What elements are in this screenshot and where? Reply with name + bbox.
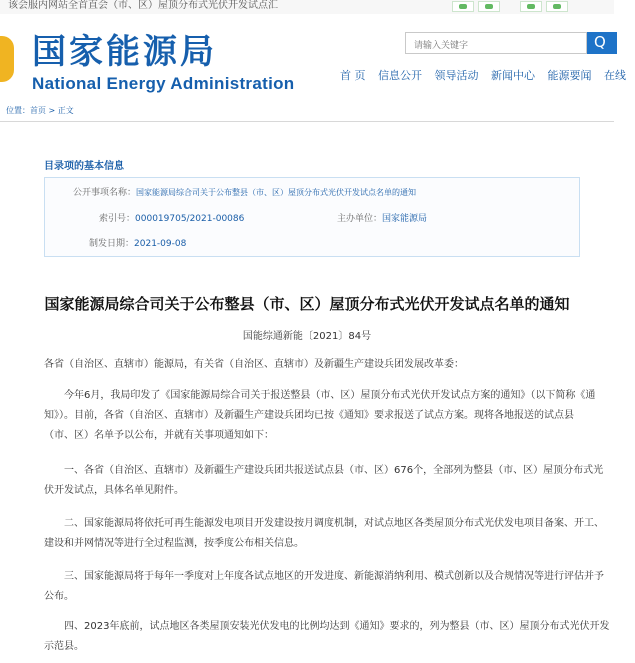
paragraph-4-line: 公布。 <box>44 591 74 602</box>
paragraph-5-line: 四、2023年底前，试点地区各类屋顶安装光伏发电的比例均达到《通知》要求的，列为整县（市、区）屋顶分布式光伏开发 <box>64 621 610 632</box>
nav-item-online[interactable]: 在线 <box>604 69 626 82</box>
search-button[interactable] <box>587 32 617 54</box>
info-box <box>44 177 580 257</box>
nav-item-info-disclosure[interactable]: 信息公开 <box>378 69 422 82</box>
paragraph-4-line: 三、国家能源局将于每年一季度对上年度各试点地区的开发进度、新能源消纳利用、模式创新以及合规情况等进行评估并予 <box>64 571 604 582</box>
paragraph-2-line: 伏开发试点，具体名单见附件。 <box>44 485 184 496</box>
logo-mark-icon <box>0 36 14 82</box>
search-input[interactable] <box>406 36 586 56</box>
paragraph-4 <box>44 567 604 607</box>
search-box <box>405 32 587 54</box>
paragraph-1 <box>44 386 596 446</box>
search-icon: Q <box>594 33 606 51</box>
info-subject-value: 国家能源局综合司关于公布整县（市、区）屋顶分布式光伏开发试点名单的通知 <box>136 188 417 197</box>
info-date-value: 2021-09-08 <box>134 239 187 249</box>
paragraph-2-line: 一、各省（自治区、直辖市）及新疆生产建设兵团共报送试点县（市、区）676个，全部列为整县（市、区）屋顶分布式光 <box>64 465 604 476</box>
info-index-row <box>99 211 244 224</box>
paragraph-1-line: （市、区）名单予以公布，并就有关事项通知如下： <box>44 430 274 441</box>
nav-item-energy-news[interactable]: 能源要闻 <box>547 69 592 82</box>
paragraph-5 <box>44 617 610 657</box>
top-strip <box>0 0 614 14</box>
document-title: 国家能源局综合司关于公布整县（市、区）屋顶分布式光伏开发试点名单的通知 <box>44 295 570 313</box>
top-strip-text: 该会服内网站全首直会（市、区）屋顶分布式光伏开发试点汇 <box>8 0 278 11</box>
paragraph-1-line: 知》）。目前，各省（自治区、直辖市）及新疆生产建设兵团均已按《通知》要求报送了试点方案。现将各地报送的试点县 <box>44 410 574 421</box>
paragraph-3 <box>44 514 604 554</box>
info-index-value: 000019705/2021-00086 <box>135 214 245 224</box>
paragraph-5-line: 示范县。 <box>44 641 84 652</box>
weibo-icon[interactable] <box>546 1 568 12</box>
info-heading: 目录项的基本信息 <box>44 161 124 172</box>
info-org-value: 国家能源局 <box>382 214 428 224</box>
salutation-text: 各省（自治区、直辖市）能源局，有关省（自治区、直辖市）及新疆生产建设兵团发展改革委： <box>44 359 464 370</box>
info-index-label: 索引号： <box>99 214 136 224</box>
wechat-icon[interactable] <box>520 1 542 12</box>
nav-item-leadership[interactable]: 领导活动 <box>434 69 479 82</box>
info-date-row <box>89 236 186 249</box>
paragraph-2 <box>44 461 604 501</box>
breadcrumb[interactable]: 位置：首页 > 正文 <box>6 106 74 115</box>
info-subject-label: 公开事项名称： <box>73 188 137 198</box>
info-org-label: 主办单位： <box>337 214 383 224</box>
info-subject-row <box>73 185 416 198</box>
nav-item-news[interactable]: 新闻中心 <box>491 69 535 82</box>
main-nav <box>340 67 635 83</box>
share-icon[interactable] <box>452 1 474 12</box>
info-date-label: 制发日期： <box>89 239 135 249</box>
info-org-row <box>337 211 427 224</box>
paragraph-3-line: 二、国家能源局将依托可再生能源发电项目开发建设按月调度机制，对试点地区各类屋顶分布式光伏发电项目备案、开工、 <box>64 518 604 529</box>
document-number: 国能综通新能〔2021〕84号 <box>242 331 372 342</box>
paragraph-3-line: 建设和并网情况等进行全过程监测，按季度公布相关信息。 <box>44 538 304 549</box>
divider <box>0 121 614 122</box>
nav-item-home[interactable]: 首 页 <box>340 69 366 82</box>
salutation <box>44 355 584 375</box>
logo-chinese[interactable]: 国家能源局 <box>32 32 217 72</box>
share-icon-secondary[interactable] <box>478 1 500 12</box>
paragraph-1-line: 今年6月，我局印发了《国家能源局综合司关于报送整县（市、区）屋顶分布式光伏开发试点方案的通知》（以下简称《通 <box>64 390 596 401</box>
site-header <box>0 14 614 104</box>
logo-english[interactable]: National Energy Administration <box>32 74 295 93</box>
